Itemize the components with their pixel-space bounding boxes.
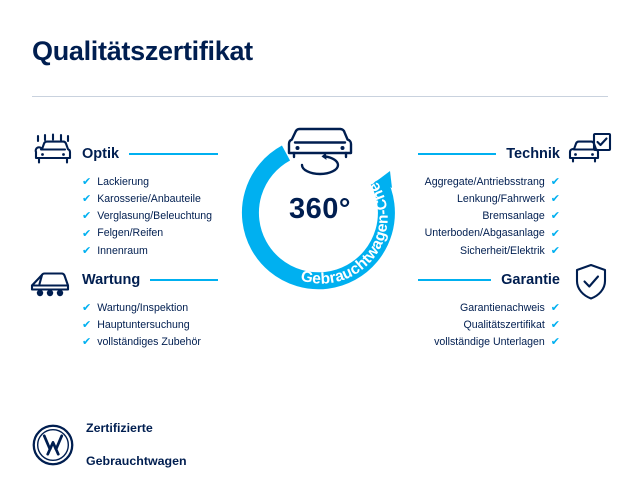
list-item-label: Wartung/Inspektion (97, 302, 189, 314)
check-icon: ✔ (550, 176, 560, 189)
section-wartung-title: Wartung (82, 272, 141, 288)
section-garantie-title: Garantie (501, 272, 560, 288)
list-item-label: vollständiges Zubehör (97, 336, 201, 349)
badge-arc-text: Gebrauchtwagen-Check (299, 165, 392, 288)
section-optik-rule (129, 153, 218, 155)
section-garantie (418, 272, 560, 367)
check-icon: ✔ (82, 176, 92, 189)
check-icon: ✔ (550, 210, 560, 223)
section-optik-title: Optik (82, 146, 120, 162)
footer-line-1: Zertifizierte (86, 421, 153, 436)
list-item-label: Qualitätszertifikat (463, 319, 545, 332)
list-item (418, 317, 560, 334)
section-garantie-header (418, 272, 560, 288)
footer-brand (32, 404, 187, 486)
list-item-label: Garantienachweis (459, 302, 545, 314)
list-item (82, 317, 218, 334)
page-title: Qualitätszertifikat (32, 36, 253, 66)
section-garantie-list (418, 300, 560, 351)
check-icon: ✔ (550, 193, 560, 206)
section-wartung (82, 272, 218, 367)
car-check-icon (566, 132, 612, 175)
list-item-label: Aggregate/Antriebsstrang (424, 176, 545, 188)
footer-line-2: Gebrauchtwagen (86, 454, 187, 469)
section-optik-header (82, 146, 218, 162)
shield-check-icon (572, 262, 610, 307)
list-item (418, 243, 560, 260)
section-optik-list (82, 174, 218, 260)
list-item-label: vollständige Unterlagen (434, 336, 545, 349)
list-item-label: Lackierung (97, 176, 150, 188)
car-wash-icon (30, 130, 76, 175)
list-item (418, 225, 560, 242)
section-technik-rule (418, 153, 496, 155)
check-icon: ✔ (82, 302, 92, 315)
list-item-label: Verglasung/Beleuchtung (97, 210, 213, 223)
section-wartung-header (82, 272, 218, 288)
badge-degrees: 360° (289, 192, 351, 225)
check-icon: ✔ (82, 210, 92, 223)
list-item-label: Karosserie/Anbauteile (97, 193, 201, 206)
list-item-label: Bremsanlage (482, 210, 545, 223)
check-icon: ✔ (82, 244, 92, 257)
list-item-label: Sicherheit/Elektrik (460, 244, 545, 257)
list-item-label: Lenkung/Fahrwerk (457, 193, 545, 206)
section-technik-header (418, 146, 560, 162)
section-garantie-rule (418, 279, 491, 281)
360-check-badge (228, 120, 412, 304)
check-icon: ✔ (82, 227, 92, 240)
section-technik-title: Technik (506, 146, 560, 162)
list-item (418, 208, 560, 225)
check-icon: ✔ (82, 336, 92, 349)
list-item (82, 225, 218, 242)
list-item (418, 300, 560, 317)
list-item (82, 334, 218, 351)
check-icon: ✔ (550, 244, 560, 257)
list-item (82, 243, 218, 260)
list-item-label: Hauptuntersuchung (97, 319, 190, 332)
check-icon: ✔ (82, 193, 92, 206)
check-icon: ✔ (550, 302, 560, 315)
list-item (82, 208, 218, 225)
section-wartung-rule (150, 279, 218, 281)
section-wartung-list (82, 300, 218, 351)
list-item-label: Felgen/Reifen (97, 227, 164, 240)
section-technik (418, 146, 560, 276)
list-item-label: Innenraum (97, 244, 148, 257)
check-icon: ✔ (550, 227, 560, 240)
list-item (418, 174, 560, 191)
list-item (82, 300, 218, 317)
volkswagen-logo (32, 424, 74, 466)
list-item (418, 334, 560, 351)
section-technik-list (418, 174, 560, 260)
check-icon: ✔ (550, 319, 560, 332)
check-icon: ✔ (550, 336, 560, 349)
list-item-label: Unterboden/Abgasanlage (424, 227, 545, 240)
list-item (418, 191, 560, 208)
list-item (82, 174, 218, 191)
footer-text (86, 404, 187, 486)
section-optik (82, 146, 218, 276)
car-lift-icon (28, 262, 76, 307)
title-divider (32, 96, 608, 97)
check-icon: ✔ (82, 319, 92, 332)
list-item (82, 191, 218, 208)
